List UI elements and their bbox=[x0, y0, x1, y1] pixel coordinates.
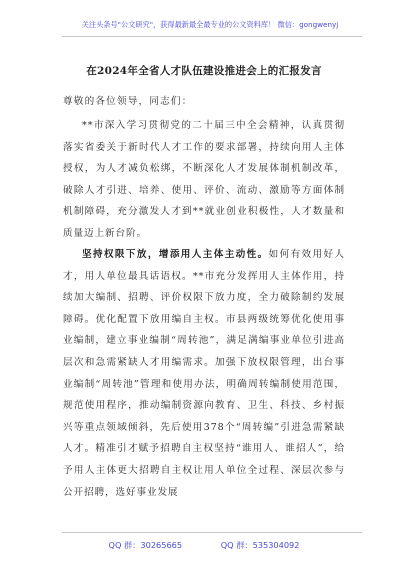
salutation: 尊敬的各位领导，同志们： bbox=[63, 96, 193, 107]
footer-divider bbox=[62, 532, 362, 533]
section-body: 如何有效用好人才，用人单位最具话语权。**市充分发挥用人主体作用，持续加大编制、招聘、评价权限下放力度，全力破除制约发展障碍。优化配置下放用编自主权。市县两级统筹优化使用事业编制，建立事业编制“周转池”，满足满编事业单位引进高层次和急需紧缺人才用编需求。加强下放权限管理，出台事业编制“周转池”管理和使用办法，明确周转编制使用范围，规范使用程序，推动编制资源向教育、卫生、科技、乡村振兴等重点领域倾斜，先后使用378个“周转编”引进急需紧缺人才。精准引才赋予招聘自主权坚持“谁用人、谁招人”，给予用人主体更大招聘自主权让用人单位全过程、深层次参与公开招聘，选好事业发展 bbox=[63, 249, 345, 498]
footer-qq-group-1: QQ 群：30265665 bbox=[108, 540, 183, 550]
footer-qq-group-2: QQ 群：535304092 bbox=[220, 540, 300, 550]
paragraph-section-1 bbox=[63, 244, 345, 503]
document-title: 在2024年全省人才队伍建设推进会上的汇报发言 bbox=[86, 65, 322, 77]
header-banner: 关注头条号"公文研究"，获得最新最全最专业的公文资料库！ 微信：gongwenyj bbox=[81, 20, 339, 29]
section-heading: 坚持权限下放，增添用人主体主动性。 bbox=[82, 249, 269, 260]
paragraph-intro: **市深入学习贯彻党的二十届三中全会精神，认真贯彻落实省委关于新时代人才工作的要求部署，持续向用人主体授权，为人才减负松绑，不断深化人才发展体制机制改革，破除人才引进、培养、使用、评价、流动、激励等方面体制机制障碍，充分激发人才到**就业创业积极性，人才数量和质量迈上新台阶。 bbox=[63, 120, 345, 239]
footer bbox=[0, 540, 408, 551]
header-divider bbox=[62, 36, 362, 37]
